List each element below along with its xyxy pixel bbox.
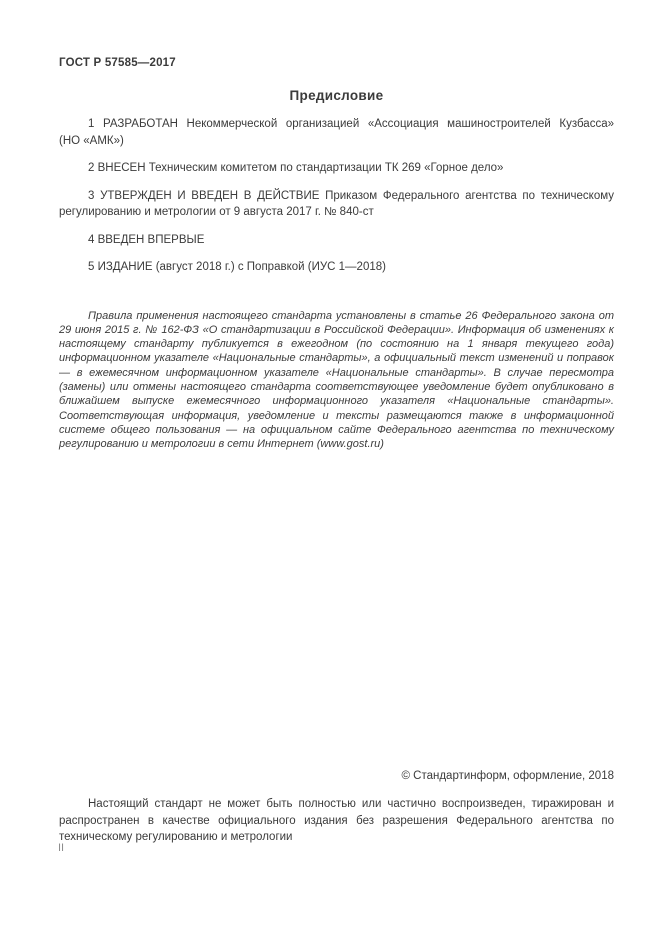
foreword-item-4: 4 ВВЕДЕН ВПЕРВЫЕ xyxy=(88,233,205,246)
foreword-item-5: 5 ИЗДАНИЕ (август 2018 г.) с Поправкой (ИУС 1—2018) xyxy=(88,261,386,273)
reproduction-notice: Настоящий стандарт не может быть полностью или частично воспроизведен, тиражирован и распространен в качестве официального издания без разрешения Федерального агентства по техническому регулированию и метрологии xyxy=(59,798,614,843)
standard-designation: ГОСТ Р 57585—2017 xyxy=(59,57,176,69)
copyright-line: © Стандартинформ, оформление, 2018 xyxy=(401,770,614,782)
foreword-item-1 xyxy=(59,116,614,149)
foreword-section xyxy=(59,116,614,276)
foreword-item-1-line2: (НО «АМК») xyxy=(59,134,124,147)
page-title: Предисловие xyxy=(289,88,384,103)
foreword-item-2: 2 ВНЕСЕН Техническим комитетом по стандартизации ТК 269 «Горное дело» xyxy=(88,162,504,174)
page-number: II xyxy=(58,842,65,854)
foreword-item-3: 3 УТВЕРЖДЕН И ВВЕДЕН В ДЕЙСТВИЕ Приказом Федерального агентства по техническому регулированию и метрологии от 9 августа 2017 г. № 840-ст xyxy=(59,189,614,218)
page-content xyxy=(59,57,614,451)
foreword-item-1-line1: 1 РАЗРАБОТАН Некоммерческой организацией «Ассоциация машиностроителей Кузбасса» xyxy=(88,118,614,130)
legal-notice: Правила применения настоящего стандарта установлены в статье 26 Федерального закона от 29 июня 2015 г. № 162-ФЗ «О стандартизации в Российской Федерации». Информация об изменениях к настоящему стандарту публикуется в ежегодном (по состоянию на 1 января текущего года) информационном указателе «Национальные стандарты», а официальный текст изменений и поправок — в ежемесячном информационном указателе «Национальные стандарты». В случае пересмотра (замены) или отмены настоящего стандарта соответствующее уведомление будет опубликовано в ближайшем выпуске ежемесячного информационного указателя «Национальные стандарты». Соответствующая информация, уведомление и тексты размещаются также в информационной системе общего пользования — на официальном сайте Федерального агентства по техническому регулированию и метрологии в сети Интернет (www.gost.ru) xyxy=(59,309,614,451)
